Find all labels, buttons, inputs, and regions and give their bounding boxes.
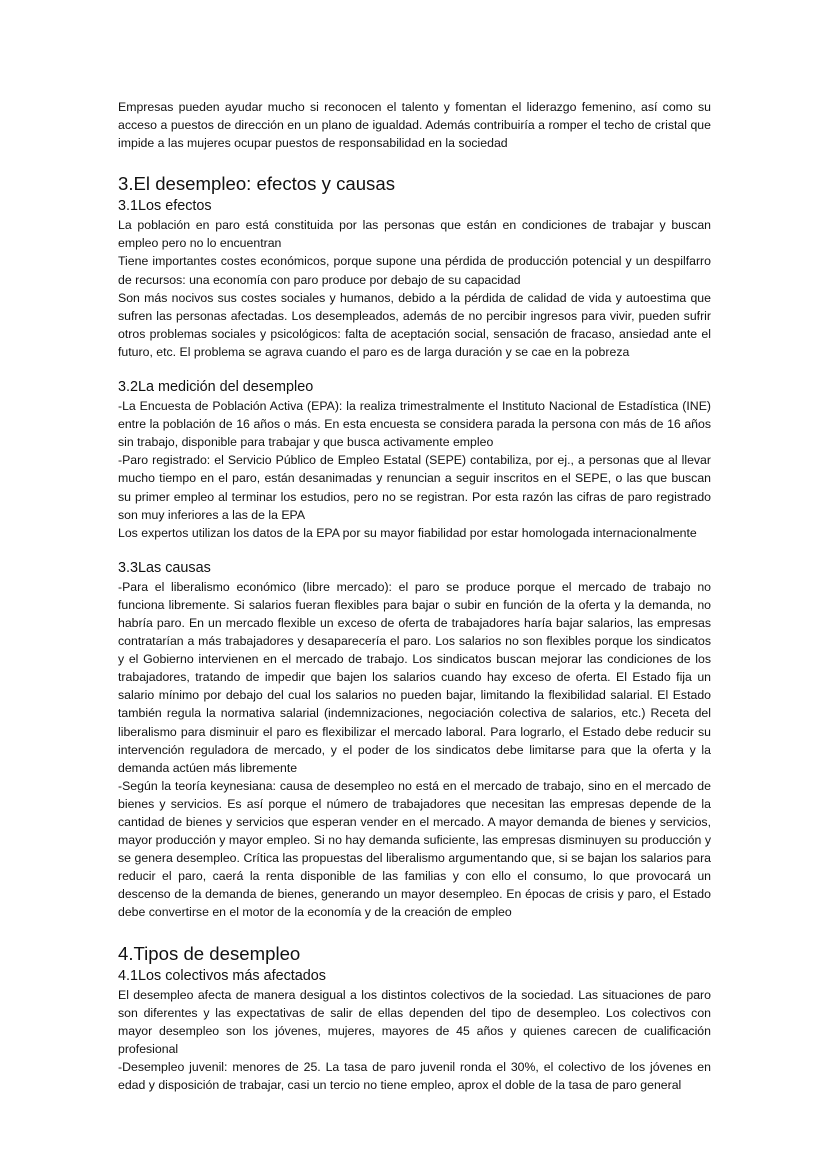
subsection-3-1-heading: 3.1Los efectos	[118, 198, 212, 215]
section-3-heading: 3.El desempleo: efectos y causas	[118, 173, 395, 195]
subsection-3-2-heading: 3.2La medición del desempleo	[118, 379, 314, 396]
section-4-heading: 4.Tipos de desempleo	[118, 942, 301, 964]
paragraph: El desempleo afecta de manera desigual a los distintos colectivos de la sociedad. Las situaciones de paro son diferentes y las expectativas de salir de ellas dependen del tipo de desempleo. Los colectivos con mayor desempleo son los jóvenes, mujeres, mayores de 45 años y quienes carecen de cualificación profesional	[118, 987, 711, 1056]
subsection-3-3-heading: 3.3Las causas	[118, 559, 211, 576]
paragraph: La población en paro está constituida por las personas que están en condiciones de trabajar y buscan empleo pero no lo encuentran	[118, 218, 711, 251]
paragraph: Los expertos utilizan los datos de la EPA por su mayor fiabilidad por estar homologada internacionalmente	[118, 525, 697, 540]
paragraph: -Según la teoría keynesiana: causa de desempleo no está en el mercado de trabajo, sino en el mercado de bienes y servicios. Es así porque el número de trabajadores que necesitan las empresas depende de la cantidad de bienes y servicios que esperan vender en el mercado. A mayor demanda de bienes y servicios, mayor producción y mayor empleo. Si no hay demanda suficiente, las empresas disminuyen su producción y se genera desempleo. Crítica las propuestas del liberalismo argumentando que, si se bajan los salarios para reducir el paro, caerá la renta disponible de las familias y con ello el consumo, lo que provocará un descenso de la demanda de bienes, generando un mayor desempleo. En épocas de crisis y paro, el Estado debe convertirse en el motor de la economía y de la creación de empleo	[118, 778, 711, 920]
paragraph: -Para el liberalismo económico (libre mercado): el paro se produce porque el mercado de trabajo no funciona libremente. Si salarios fueran flexibles para bajar o subir en función de la oferta y la demanda, no habría paro. En un mercado flexible un exceso de oferta de trabajadores haría bajar salarios, las empresas contratarían a más trabajadores y desaparecería el paro. Los salarios no son flexibles porque los sindicatos y el Gobierno intervienen en el mercado de trabajo. Los sindicatos buscan mejorar las condiciones de los trabajadores, tratando de impedir que bajen los salarios cuando hay exceso de oferta. El Estado fija un salario mínimo por debajo del cual los salarios no pueden bajar, limitando la flexibilidad salarial. El Estado también regula la normativa salarial (indemnizaciones, negociación colectiva de salarios, etc.) Receta del liberalismo para disminuir el paro es flexibilizar el mercado laboral. Para lograrlo, el Estado debe reducir su intervención reguladora de mercado, y el poder de los sindicatos debe limitarse para que la oferta y la demanda actúen más libremente	[118, 579, 711, 775]
paragraph: -Paro registrado: el Servicio Público de Empleo Estatal (SEPE) contabiliza, por ej., a personas que al llevar mucho tiempo en el paro, están desanimadas y renuncian a seguir inscritos en el SEPE, o las que buscan su primer empleo al terminar los estudios, pero no se registran. Por esta razón las cifras de paro registrado son muy inferiores a las de la EPA	[118, 453, 711, 522]
paragraph: Son más nocivos sus costes sociales y humanos, debido a la pérdida de calidad de vida y autoestima que sufren las personas afectadas. Los desempleados, además de no percibir ingresos para vivir, pueden sufrir otros problemas sociales y psicológicos: falta de aceptación social, sensación de fracaso, ansiedad ante el futuro, etc. El problema se agrava cuando el paro es de larga duración y se cae en la pobreza	[118, 290, 711, 359]
paragraph: -Desempleo juvenil: menores de 25. La tasa de paro juvenil ronda el 30%, el colectivo de los jóvenes en edad y disposición de trabajar, casi un tercio no tiene empleo, aprox el doble de la tasa de paro general	[118, 1059, 711, 1093]
intro-paragraph: Empresas pueden ayudar mucho si reconocen el talento y fomentan el liderazgo femenino, así como su acceso a puestos de dirección en un plano de igualdad. Además contribuiría a romper el techo de cristal que impide a las mujeres ocupar puestos de responsabilidad en la sociedad	[118, 100, 711, 151]
paragraph: Tiene importantes costes económicos, porque supone una pérdida de producción potencial y un despilfarro de recursos: una economía con paro produce por debajo de su capacidad	[118, 254, 711, 287]
subsection-4-1-heading: 4.1Los colectivos más afectados	[118, 967, 326, 984]
paragraph: -La Encuesta de Población Activa (EPA): la realiza trimestralmente el Instituto Nacional de Estadística (INE) entre la población de 16 años o más. En esta encuesta se considera parada la persona con más de 16 años sin trabajo, disponible para trabajar y que busca activamente empleo	[118, 399, 711, 450]
page-content	[118, 98, 711, 1094]
